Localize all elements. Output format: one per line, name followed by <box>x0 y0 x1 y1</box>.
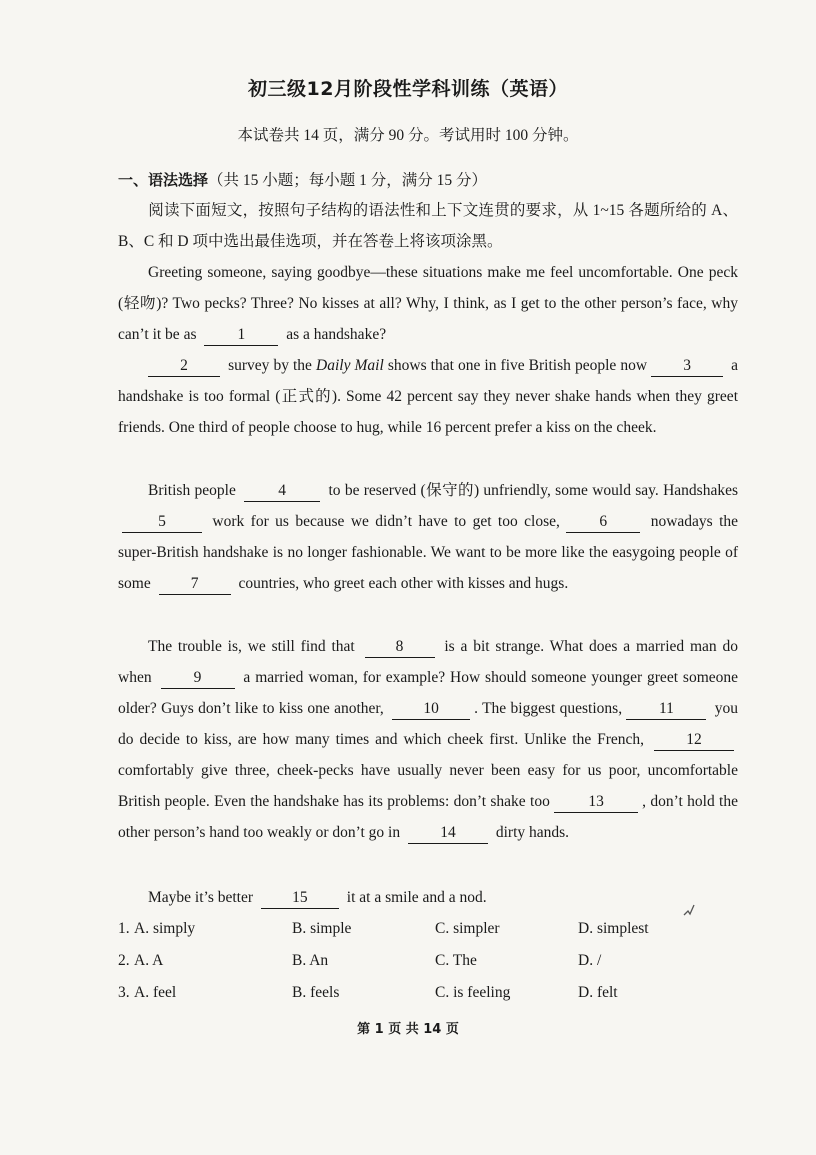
passage-text: shows that one in five British people now <box>387 357 648 374</box>
passage-text: The trouble is, we still find that <box>148 638 355 655</box>
passage-paragraph-5 <box>118 882 738 913</box>
passage-text: you do decide to kiss, are how many times and which cheek first. Unlike the French, <box>118 700 739 748</box>
section-heading-detail: （共 15 小题；每小题 1 分，满分 15 分） <box>208 172 488 189</box>
option-c[interactable]: C. is feeling <box>435 984 511 1001</box>
page-title: 初三级12月阶段性学科训练（英语） <box>248 78 568 100</box>
option-b[interactable]: B. simple <box>292 920 352 937</box>
passage-text: comfortably give three, cheek-pecks have usually never been easy for us poor, uncomfortable British people. Even the handshake has its problems: don’t shake too <box>118 762 738 810</box>
option-c[interactable]: C. simpler <box>435 920 500 937</box>
answer-blank: 1 <box>204 325 278 346</box>
answer-blank: 7 <box>159 574 231 595</box>
option-d[interactable]: D. felt <box>578 984 618 1001</box>
answer-blank: 9 <box>161 668 235 689</box>
answer-blank: 10 <box>392 699 470 720</box>
instructions-text: 阅读下面短文，按照句子结构的语法性和上下文连贯的要求，从 1~15 各题所给的 A、B、C 和 D 项中选出最佳选项，并在答卷上将该项涂黑。 <box>118 202 738 250</box>
passage-text: nowadays the super-British handshake is no longer fashionable. We want to be more like the easygoing people of some <box>118 513 739 592</box>
passage-text: a handshake is too formal (正式的). Some 42 percent say they never shake hands when they greet friends. One third of people choose to hug, while 16 percent prefer a kiss on the cheek. <box>118 357 739 436</box>
answer-blank: 13 <box>554 792 638 813</box>
option-d[interactable]: D. simplest <box>578 920 649 937</box>
passage-text: is a bit strange. What does a married man do when <box>118 638 738 686</box>
question-number: 3. <box>118 984 130 1001</box>
passage-text: British people <box>148 482 236 499</box>
newspaper-name: Daily Mail <box>316 357 384 374</box>
answer-blank: 12 <box>654 730 734 751</box>
answer-blank: 8 <box>365 637 435 658</box>
passage-text: as a handshake? <box>286 326 387 343</box>
option-c[interactable]: C. The <box>435 952 477 969</box>
answer-blank: 2 <box>148 356 220 377</box>
section-heading-label: 一、语法选择 <box>118 171 209 189</box>
option-a[interactable]: A. simply <box>134 920 196 937</box>
passage-text: Maybe it’s better <box>148 889 254 906</box>
passage-text: survey by the <box>228 357 312 374</box>
question-number: 2. <box>118 952 130 969</box>
answer-blank: 4 <box>244 481 320 502</box>
page-footer: 第 1 页 共 14 页 <box>357 1022 459 1037</box>
question-number: 1. <box>118 920 130 937</box>
passage-text: to be reserved (保守的) unfriendly, some would say. Handshakes <box>328 482 738 499</box>
passage-paragraph-4 <box>118 631 738 848</box>
option-a[interactable]: A. feel <box>134 984 177 1001</box>
option-d[interactable]: D. / <box>578 952 602 969</box>
page-subtitle: 本试卷共 14 页，满分 90 分。考试用时 100 分钟。 <box>237 127 579 144</box>
section-instructions <box>118 195 738 257</box>
passage-paragraph-2 <box>118 350 738 443</box>
section-heading <box>118 168 487 190</box>
passage-text: work for us because we didn’t have to get too close, <box>212 513 560 530</box>
answer-blank: 3 <box>651 356 723 377</box>
pen-mark-icon <box>682 903 696 924</box>
passage-text: . The biggest questions, <box>474 700 623 717</box>
passage-text: Greeting someone, saying goodbye—these situations make me feel uncomfortable. One peck (轻吻)? Two pecks? Three? No kisses at all? Why, I think, as I get to the other person’s face, why can’t it be as <box>118 264 738 343</box>
passage-text: , don’t hold the other person’s hand too weakly or don’t go in <box>118 793 738 841</box>
answer-blank: 15 <box>261 888 339 909</box>
passage-paragraph-1 <box>118 257 738 350</box>
answer-blank: 14 <box>408 823 488 844</box>
answer-blank: 6 <box>566 512 640 533</box>
passage-text: countries, who greet each other with kisses and hugs. <box>238 575 569 592</box>
passage-text: it at a smile and a nod. <box>346 889 487 906</box>
option-a[interactable]: A. A <box>134 952 164 969</box>
passage-text: a married woman, for example? How should someone younger greet someone older? Guys don’t like to kiss one another, <box>118 669 739 717</box>
answer-blank: 5 <box>122 512 202 533</box>
passage-paragraph-3 <box>118 475 738 599</box>
answer-blank: 11 <box>626 699 706 720</box>
option-b[interactable]: B. An <box>292 952 329 969</box>
passage-text: dirty hands. <box>495 824 570 841</box>
option-b[interactable]: B. feels <box>292 984 340 1001</box>
